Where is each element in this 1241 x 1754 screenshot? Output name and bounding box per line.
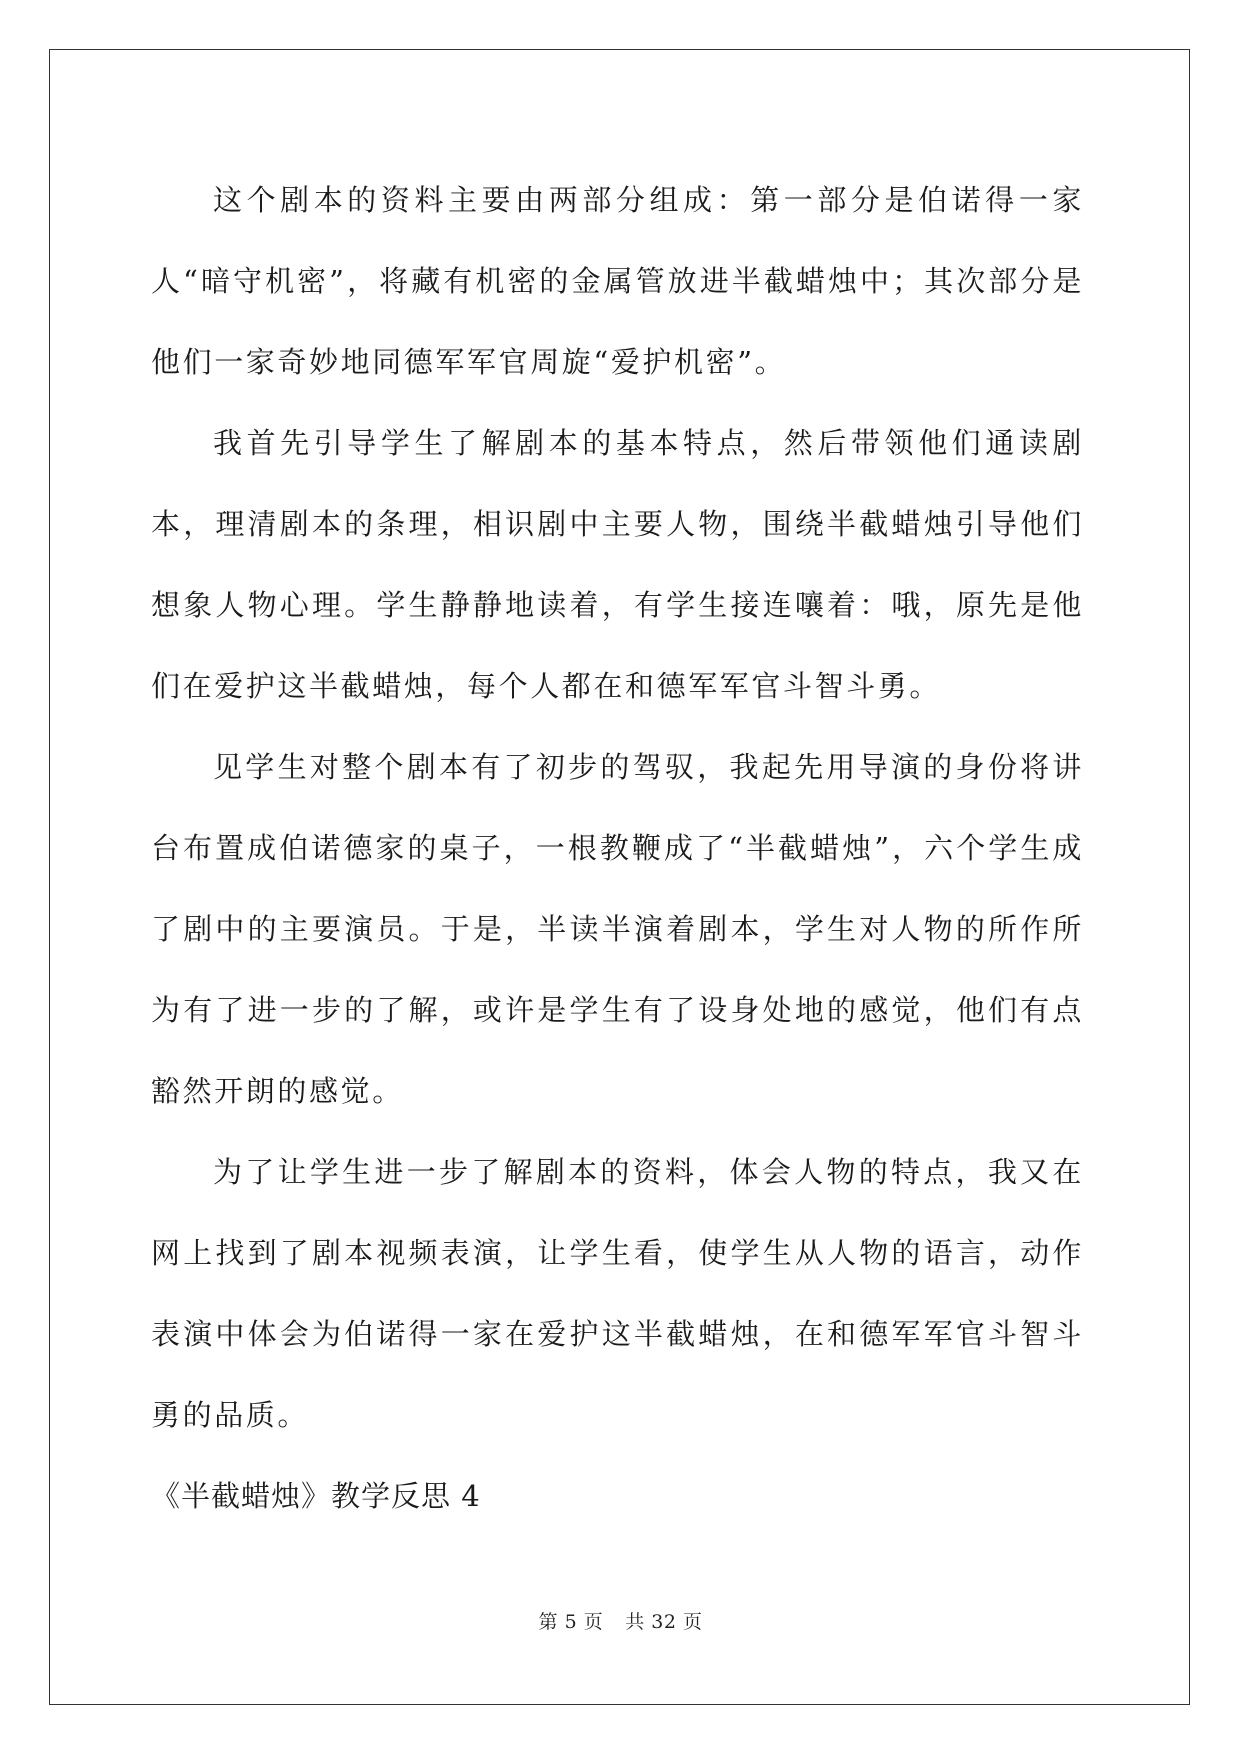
paragraph-1: 这个剧本的资料主要由两部分组成：第一部分是伯诺得一家人“暗守机密”，将藏有机密的金属管放进半截蜡烛中；其次部分是他们一家奇妙地同德军军官周旋“爱护机密”。 — [151, 183, 1084, 379]
page-number-current: 第 5 页 — [538, 1611, 604, 1633]
section-heading: 《半截蜡烛》教学反思 4 — [151, 1479, 481, 1513]
document-body — [151, 160, 1084, 1537]
paragraph-4: 为了让学生进一步了解剧本的资料，体会人物的特点，我又在网上找到了剧本视频表演，让学生看，使学生从人物的语言，动作表演中体会为伯诺得一家在爱护这半截蜡烛，在和德军军官斗智斗勇的品质。 — [151, 1155, 1084, 1432]
paragraph-2: 我首先引导学生了解剧本的基本特点，然后带领他们通读剧本，理清剧本的条理，相识剧中主要人物，围绕半截蜡烛引导他们想象人物心理。学生静静地读着，有学生接连嚷着：哦，原先是他们在爱护这半截蜡烛，每个人都在和德军军官斗智斗勇。 — [151, 426, 1084, 703]
paragraph-3: 见学生对整个剧本有了初步的驾驭，我起先用导演的身份将讲台布置成伯诺德家的桌子，一根教鞭成了“半截蜡烛”，六个学生成了剧中的主要演员。于是，半读半演着剧本，学生对人物的所作所为有了进一步的了解，或许是学生有了设身处地的感觉，他们有点豁然开朗的感觉。 — [151, 750, 1084, 1108]
page-footer — [0, 1607, 1241, 1634]
page-number-total: 共 32 页 — [625, 1611, 703, 1633]
